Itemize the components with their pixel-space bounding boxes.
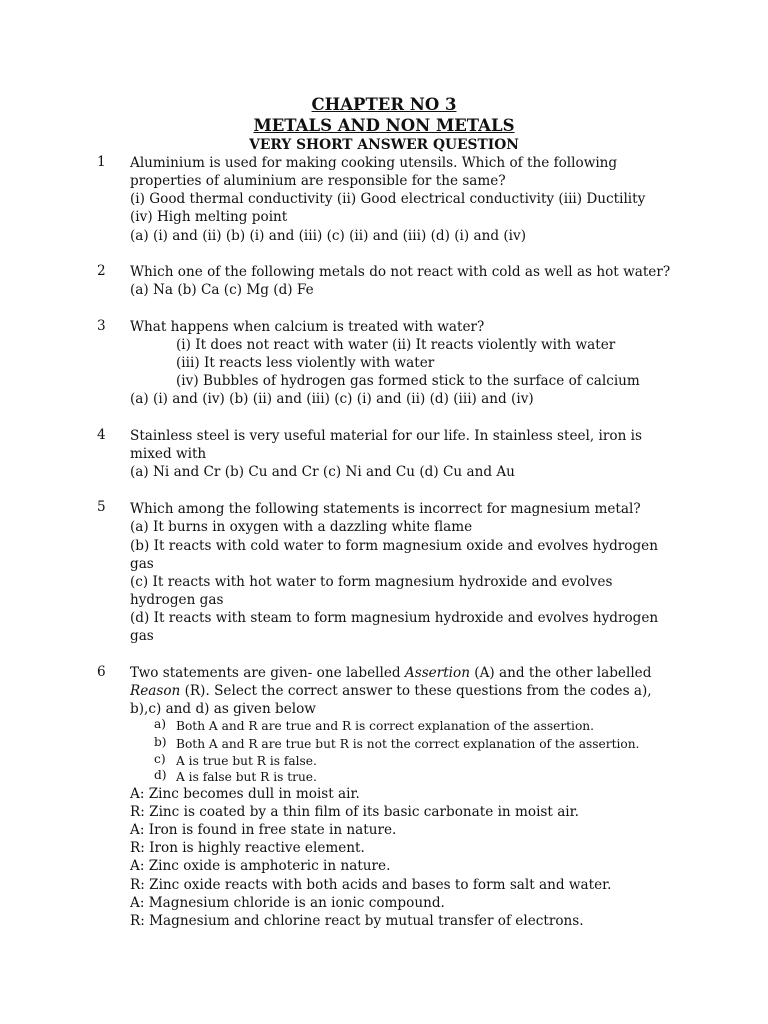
assertion-line: A: Zinc oxide is amphoteric in nature. xyxy=(130,858,391,874)
option-line: gas xyxy=(130,556,154,572)
question-number: 2 xyxy=(97,263,106,279)
code-text: Both A and R are true but R is not the correct explanation of the assertion. xyxy=(176,737,640,751)
option-line: (c) It reacts with hot water to form magnesium hydroxide and evolves xyxy=(130,574,613,590)
question-text xyxy=(130,664,651,682)
question-number: 4 xyxy=(97,427,106,443)
assertion-line: A: Zinc becomes dull in moist air. xyxy=(130,786,360,802)
question-text xyxy=(130,682,652,700)
question-text: Stainless steel is very useful material for our life. In stainless steel, iron is xyxy=(130,428,642,444)
option-line: (iv) High melting point xyxy=(130,209,288,225)
question-text: b),c) and d) as given below xyxy=(130,701,316,717)
question-text: Which one of the following metals do not react with cold as well as hot water? xyxy=(130,264,671,280)
code-marker: c) xyxy=(154,752,166,766)
assertion-term: Assertion xyxy=(404,665,470,681)
code-text: A is true but R is false. xyxy=(176,754,317,768)
option-line: (iv) Bubbles of hydrogen gas formed stick to the surface of calcium xyxy=(176,373,640,389)
reason-line: R: Magnesium and chlorine react by mutual transfer of electrons. xyxy=(130,913,584,929)
question-number: 6 xyxy=(97,664,106,680)
code-marker: a) xyxy=(154,717,167,731)
question-number: 5 xyxy=(97,499,106,515)
answer-choices: (a) (i) and (ii) (b) (i) and (iii) (c) (ii) and (iii) (d) (i) and (iv) xyxy=(130,228,527,244)
question-text-part: Two statements are given- one labelled xyxy=(130,665,405,681)
reason-line: R: Zinc is coated by a thin film of its basic carbonate in moist air. xyxy=(130,804,579,820)
answer-choices: (a) Ni and Cr (b) Cu and Cr (c) Ni and Cu (d) Cu and Au xyxy=(130,464,515,480)
option-line: (b) It reacts with cold water to form magnesium oxide and evolves hydrogen xyxy=(130,538,658,554)
question-text-part: (A) and the other labelled xyxy=(469,665,652,681)
question-text: properties of aluminium are responsible for the same? xyxy=(130,173,506,189)
option-line: hydrogen gas xyxy=(130,592,224,608)
code-text: A is false but R is true. xyxy=(176,770,317,784)
code-marker: d) xyxy=(154,768,167,782)
option-line: (a) It burns in oxygen with a dazzling white flame xyxy=(130,519,473,535)
section-title: VERY SHORT ANSWER QUESTION xyxy=(249,137,519,153)
option-line: (iii) It reacts less violently with water xyxy=(176,355,435,371)
question-number: 3 xyxy=(97,318,106,334)
option-line: gas xyxy=(130,628,154,644)
chapter-title: METALS AND NON METALS xyxy=(253,116,515,135)
assertion-line: A: Iron is found in free state in nature. xyxy=(130,822,397,838)
question-text: What happens when calcium is treated with water? xyxy=(130,319,485,335)
code-text: Both A and R are true and R is correct explanation of the assertion. xyxy=(176,719,595,733)
option-line: (d) It reacts with steam to form magnesium hydroxide and evolves hydrogen xyxy=(130,610,659,626)
answer-choices: (a) Na (b) Ca (c) Mg (d) Fe xyxy=(130,282,314,298)
reason-line: R: Zinc oxide reacts with both acids and bases to form salt and water. xyxy=(130,877,612,893)
code-marker: b) xyxy=(154,735,167,749)
option-line: (i) Good thermal conductivity (ii) Good electrical conductivity (iii) Ductility xyxy=(130,191,646,207)
option-line: (i) It does not react with water (ii) It reacts violently with water xyxy=(176,337,616,353)
chapter-number: CHAPTER NO 3 xyxy=(311,95,457,114)
question-text-part: (R). Select the correct answer to these questions from the codes a), xyxy=(180,683,652,699)
question-text: Which among the following statements is incorrect for magnesium metal? xyxy=(130,501,641,517)
question-text: mixed with xyxy=(130,446,207,462)
answer-choices: (a) (i) and (iv) (b) (ii) and (iii) (c) (i) and (ii) (d) (iii) and (iv) xyxy=(130,391,534,407)
reason-term: Reason xyxy=(130,683,181,699)
reason-line: R: Iron is highly reactive element. xyxy=(130,840,365,856)
assertion-line: A: Magnesium chloride is an ionic compound. xyxy=(130,895,445,911)
question-text: Aluminium is used for making cooking utensils. Which of the following xyxy=(130,155,618,171)
question-number: 1 xyxy=(97,154,106,170)
